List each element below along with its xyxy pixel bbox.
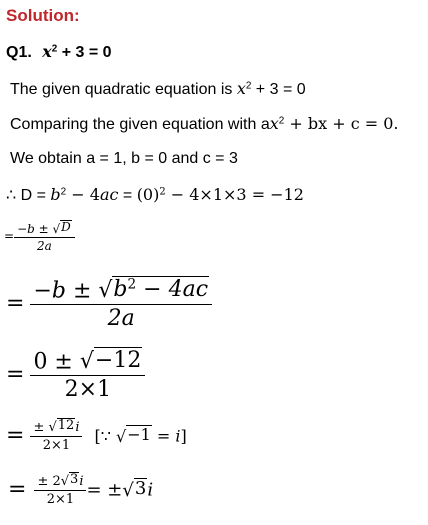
eq5-den: 2×1 <box>46 491 75 507</box>
eq5-num-left: ± 2 <box>37 473 61 489</box>
eq1-radical: √ D <box>52 220 71 236</box>
question-rest: + 3 = 0 <box>57 44 112 61</box>
line-discriminant <box>6 185 304 205</box>
eq5-result-prefix: = ± <box>86 479 123 501</box>
disc-b: b <box>50 185 61 204</box>
eq4-note-open: [∵ <box>94 426 116 446</box>
eq4-note-radical: √ −1 <box>116 425 151 446</box>
formula-small <box>4 220 75 253</box>
eq4-fraction <box>30 418 82 453</box>
eq4-i: i <box>75 419 80 435</box>
disc-b-exp: 2 <box>60 186 67 198</box>
eq1-num-left: −b ± <box>17 221 53 236</box>
eq4-num-left: ± <box>33 419 49 435</box>
eq2-radical: √ $b^2 - 4ac$ <box>98 276 209 304</box>
eq1-den: 2a <box>37 238 52 253</box>
eq4-radical: √ 12 <box>48 418 75 435</box>
eq1-rad-body: D <box>61 220 71 234</box>
eq3-num-left: 0 ± <box>33 349 80 375</box>
question-title <box>6 42 112 62</box>
line1-text: The given quadratic equation is <box>10 81 237 98</box>
line2-var: x <box>269 114 279 133</box>
formula-substituted <box>6 347 145 402</box>
line-given-equation <box>10 79 306 99</box>
disc-minus: − 4 <box>66 185 100 204</box>
formula-final <box>8 472 153 507</box>
eq2-prefix: = <box>6 291 25 317</box>
line-comparing <box>10 114 399 134</box>
eq2-rad-rest: − 4ac <box>136 277 209 302</box>
eq5-i: i <box>79 473 84 489</box>
line2-rest: + bx + c = 0. <box>284 114 399 133</box>
eq4-note <box>94 425 186 445</box>
eq5-result-radical: √ 3 <box>122 478 147 501</box>
eq4-prefix: = <box>6 422 25 448</box>
eq4-note-close: ] <box>180 426 187 446</box>
solution-heading: Solution: <box>6 6 80 25</box>
eq4-rad-body: 12 <box>57 418 75 433</box>
eq3-fraction <box>30 347 145 402</box>
line1-rest: + 3 = 0 <box>251 81 306 98</box>
disc-ac: ac <box>99 185 119 204</box>
eq2-den: 2a <box>107 306 135 332</box>
eq4-note-rad: −1 <box>127 425 151 445</box>
eq4-den: 2×1 <box>42 437 71 453</box>
disc-result: − 4×1×3 = −12 <box>165 185 304 204</box>
therefore-d: ∴ D = <box>6 187 51 204</box>
question-var: x <box>42 42 52 61</box>
line1-exp: 2 <box>245 80 252 92</box>
eq3-den: 2×1 <box>64 377 112 403</box>
question-exp: 2 <box>51 43 58 55</box>
question-number: Q1. <box>6 44 32 61</box>
eq3-radical: √ −12 <box>79 348 142 375</box>
line-obtain: We obtain a = 1, b = 0 and c = 3 <box>10 150 238 167</box>
disc-eq: = <box>118 187 137 204</box>
eq2-num-left: −b ± <box>33 278 99 304</box>
eq4-note-rest: = <box>151 426 176 446</box>
eq3-rad-body: −12 <box>94 348 142 373</box>
line2-exp: 2 <box>278 115 285 127</box>
eq5-radical: √ 3 <box>60 472 79 489</box>
eq5-result <box>86 478 153 501</box>
eq5-fraction <box>34 472 86 507</box>
disc-zero: (0) <box>136 185 160 204</box>
eq5-result-rad: 3 <box>134 478 147 500</box>
formula-quadratic <box>6 276 212 331</box>
eq1-fraction <box>14 220 75 253</box>
eq1-prefix: = <box>4 229 15 244</box>
eq4-note-i: i <box>175 426 181 446</box>
eq2-rad-b: b <box>113 277 128 302</box>
eq2-fraction <box>30 276 212 331</box>
eq3-prefix: = <box>6 362 25 388</box>
disc-zero-exp: 2 <box>159 186 166 198</box>
eq5-prefix: = <box>8 476 27 502</box>
line1-var: x <box>236 79 246 98</box>
formula-i-substitution <box>6 418 187 453</box>
eq5-result-i: i <box>147 479 154 501</box>
eq5-rad-body: 3 <box>70 472 79 487</box>
line2-text: Comparing the given equation with a <box>10 116 270 133</box>
eq2-rad-exp: 2 <box>127 276 137 293</box>
